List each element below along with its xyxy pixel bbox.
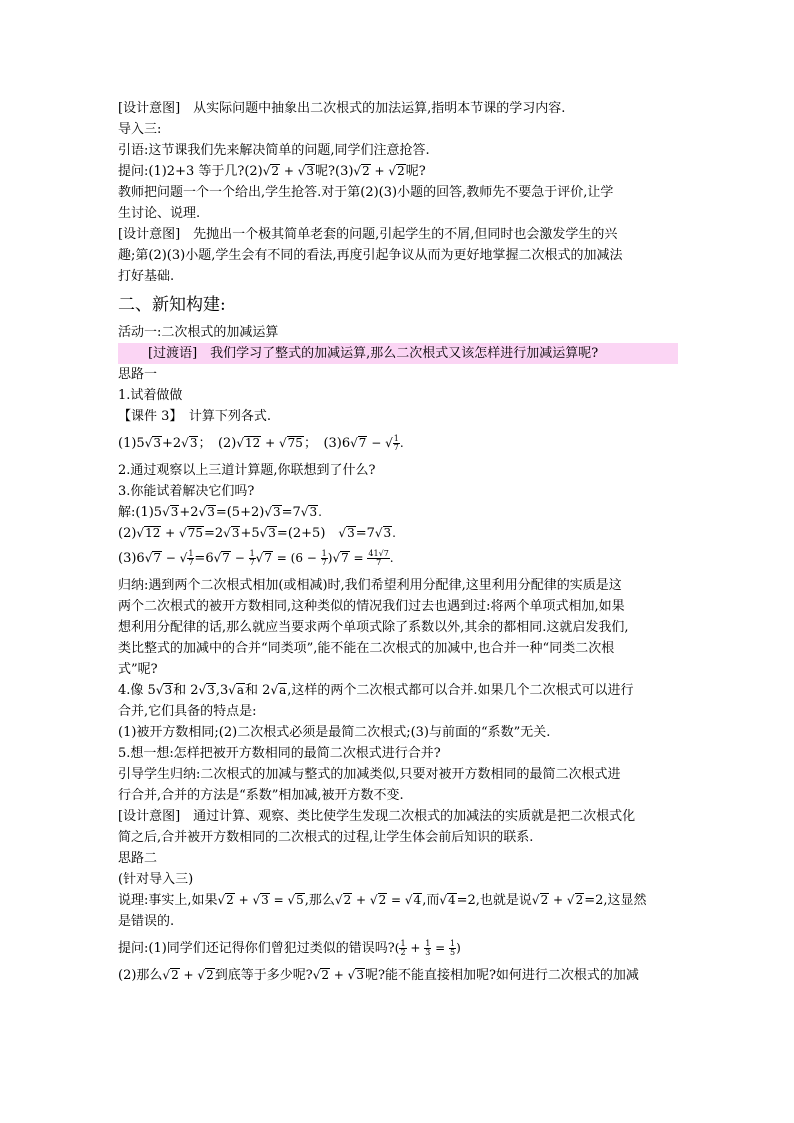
solution-3: (3)6√7 − √ $\frac{1}{7}$ =6√7 − $\frac{1}{7}$ √7 = (6 − $\frac{1}{7}$ )√7 = $\frac{41√7}{7}$ .: [118, 549, 394, 567]
design-intent-3a: [设计意图] 通过计算、观察、类比使学生发现二次根式的加减法的实质就是把二次根式化: [118, 809, 636, 824]
summary-2: 两个二次根式的被开方数相同,这种类似的情况我们过去也遇到过:将两个单项式相加,如果: [118, 599, 625, 614]
summary-4: 类比整式的加减中的合并“同类项”,能不能在二次根式的加减中,也合并一种“同类二次根: [118, 641, 615, 656]
lead-in-text: 引语:这节课我们先来解决简单的问题,同学们注意抢答.: [118, 143, 430, 158]
intro-three-title: 导入三:: [118, 122, 162, 137]
question-final: (2)那么√2 + √2到底等于多少呢?√2 + √3呢?能不能直接相加呢?如何进行二次根式的加减: [118, 968, 639, 983]
exercise-line: (1)5√3+2√3； (2)√12 + √75； (3)6√7 − √ $\frac{1}{7}$ .: [118, 434, 404, 452]
features-intro: 合并,它们具备的特点是:: [118, 704, 257, 719]
courseware-3: 【课件 3】 计算下列各式.: [118, 409, 272, 424]
design-intent-1: [设计意图] 从实际问题中抽象出二次根式的加法运算,指明本节课的学习内容.: [118, 101, 566, 116]
for-intro-three: (针对导入三): [118, 872, 194, 887]
design-intent-3b: 简之后,合并被开方数相同的二次根式的过程,让学生体会前后知识的联系.: [118, 830, 534, 845]
solution-2: (2)√12 + √75=2√3+5√3=(2+5) √3=7√3.: [118, 526, 396, 541]
question-line: 提问:(1)2+3 等于几?(2)√2 + √3呢?(3)√2 + √2呢?: [118, 164, 426, 179]
reasoning-line: 说理:事实上,如果√2 + √3 = √5,那么√2 + √2 = √4,而√4=2,也就是说√2 + √2=2,这显然: [118, 893, 647, 908]
teacher-note-2: 生讨论、说理.: [118, 206, 201, 221]
like-terms-line: 4.像 5√3和 2√3,3√a和 2√a,这样的两个二次根式都可以合并.如果几个二次根式可以进行: [118, 683, 634, 698]
reasoning-end: 是错误的.: [118, 914, 175, 929]
approach-two: 思路二: [118, 851, 158, 866]
activity-one-title: 活动一:二次根式的加减运算: [118, 325, 279, 340]
teacher-note-1: 教师把问题一个一个给出,学生抢答.对于第(2)(3)小题的回答,教师先不要急于评价,让学: [118, 185, 614, 200]
summary-5: 式”呢?: [118, 662, 158, 677]
summary-1: 归纳:遇到两个二次根式相加(或相减)时,我们希望利用分配律,这里利用分配律的实质是这: [118, 578, 622, 593]
design-intent-2b: 趣;第(2)(3)小题,学生会有不同的看法,再度引起争议从而为更好地掌握二次根式的加减法: [118, 248, 623, 263]
step-try: 1.试着做做: [118, 388, 183, 403]
features-list: (1)被开方数相同;(2)二次根式必须是最简二次根式;(3)与前面的“系数”无关.: [118, 725, 551, 740]
solution-1: 解:(1)5√3+2√3=(5+2)√3=7√3.: [118, 505, 322, 520]
design-intent-2a: [设计意图] 先抛出一个极其简单老套的问题,引起学生的不屑,但同时也会激发学生的兴: [118, 227, 618, 242]
step-solve: 3.你能试着解决它们吗?: [118, 484, 255, 499]
summary-3: 想利用分配律的话,那么就应当要求两个单项式除了系数以外,其余的都相同.这就启发我们,: [118, 620, 629, 635]
document-page: [118, 98, 678, 986]
guide-1: 引导学生归纳:二次根式的加减与整式的加减类似,只要对被开方数相同的最简二次根式进: [118, 767, 621, 782]
design-intent-2c: 打好基础.: [118, 269, 175, 284]
approach-one: 思路一: [118, 367, 158, 382]
transition-highlight: [过渡语] 我们学习了整式的加减运算,那么二次根式又该怎样进行加减运算呢?: [118, 343, 678, 364]
step-think: 5.想一想:怎样把被开方数相同的最简二次根式进行合并?: [118, 746, 441, 761]
section-heading: 二、新知构建:: [118, 295, 226, 315]
question-fractions: 提问:(1)同学们还记得你们曾犯过类似的错误吗?( $\frac{1}{2}$ + $\frac{1}{3}$ = $\frac{1}{5}$ ): [118, 939, 461, 957]
step-observe: 2.通过观察以上三道计算题,你联想到了什么?: [118, 463, 376, 478]
guide-2: 行合并,合并的方法是“系数”相加减,被开方数不变.: [118, 788, 404, 803]
